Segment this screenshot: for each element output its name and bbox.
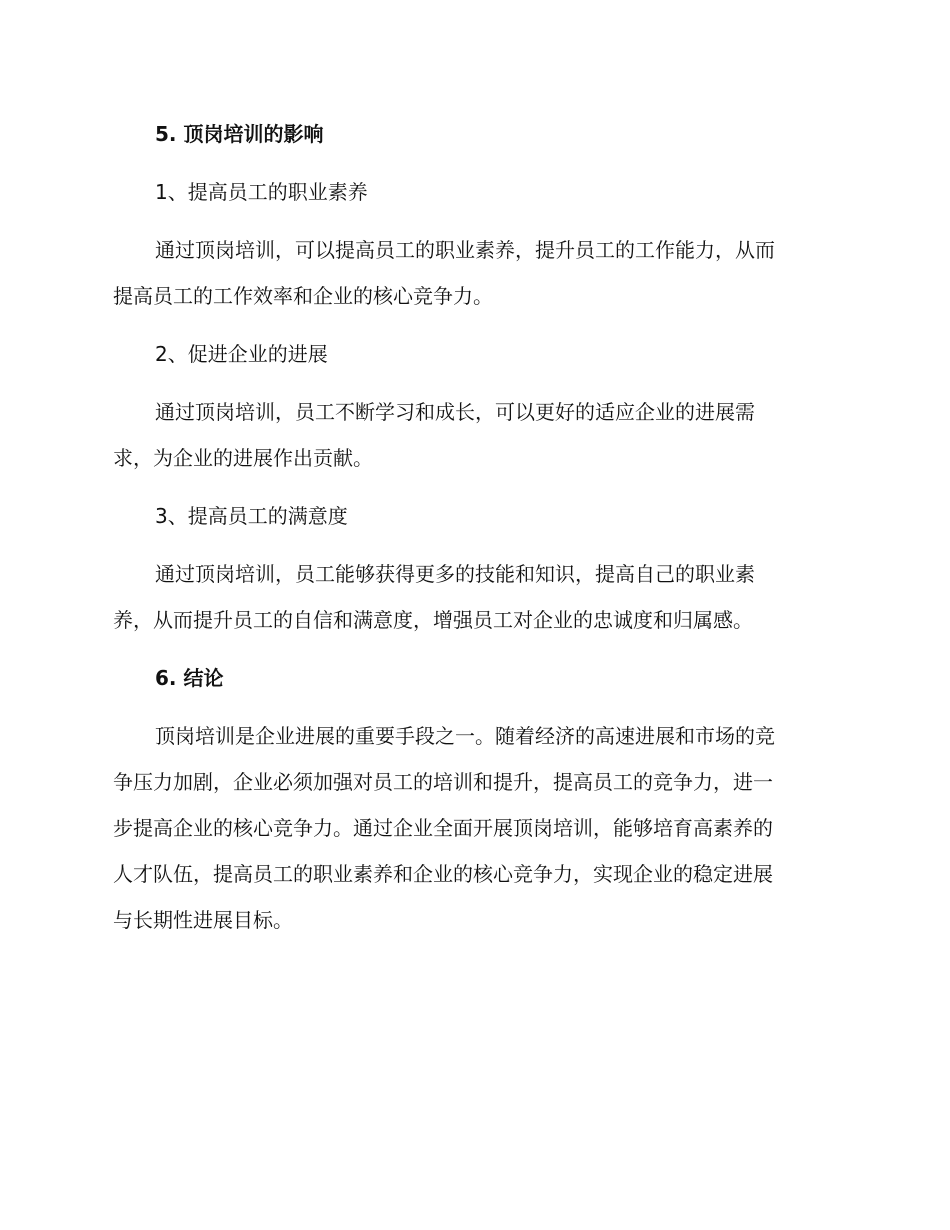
paragraph-line: 争压力加剧，企业必须加强对员工的培训和提升，提高员工的竞争力，进一 (113, 770, 773, 794)
paragraph-line: 顶岗培训是企业进展的重要手段之一。随着经济的高速进展和市场的竞 (155, 724, 775, 748)
item-title-professionalism: 1、提高员工的职业素养 (155, 180, 368, 204)
item-paragraph-satisfaction (113, 551, 833, 643)
paragraph-line: 求，为企业的进展作出贡献。 (113, 446, 373, 470)
paragraph-line: 提高员工的工作效率和企业的核心竞争力。 (113, 284, 493, 308)
item-paragraph-professionalism (113, 227, 833, 319)
section-heading-impact: 5. 顶岗培训的影响 (155, 122, 324, 146)
paragraph-line: 通过顶岗培训，员工能够获得更多的技能和知识，提高自己的职业素 (155, 562, 755, 586)
paragraph-line: 通过顶岗培训，可以提高员工的职业素养，提升员工的工作能力，从而 (155, 238, 775, 262)
conclusion-paragraph (113, 713, 833, 943)
paragraph-line: 人才队伍，提高员工的职业素养和企业的核心竞争力，实现企业的稳定进展 (113, 862, 773, 886)
item-title-development: 2、促进企业的进展 (155, 342, 328, 366)
paragraph-line: 步提高企业的核心竞争力。通过企业全面开展顶岗培训，能够培育高素养的 (113, 816, 773, 840)
document-body (113, 111, 833, 955)
paragraph-line: 养，从而提升员工的自信和满意度，增强员工对企业的忠诚度和归属感。 (113, 608, 753, 632)
item-title-satisfaction: 3、提高员工的满意度 (155, 504, 348, 528)
paragraph-line: 通过顶岗培训，员工不断学习和成长，可以更好的适应企业的进展需 (155, 400, 755, 424)
paragraph-line: 与长期性进展目标。 (113, 908, 293, 932)
item-paragraph-development (113, 389, 833, 481)
section-heading-conclusion: 6. 结论 (155, 666, 224, 690)
